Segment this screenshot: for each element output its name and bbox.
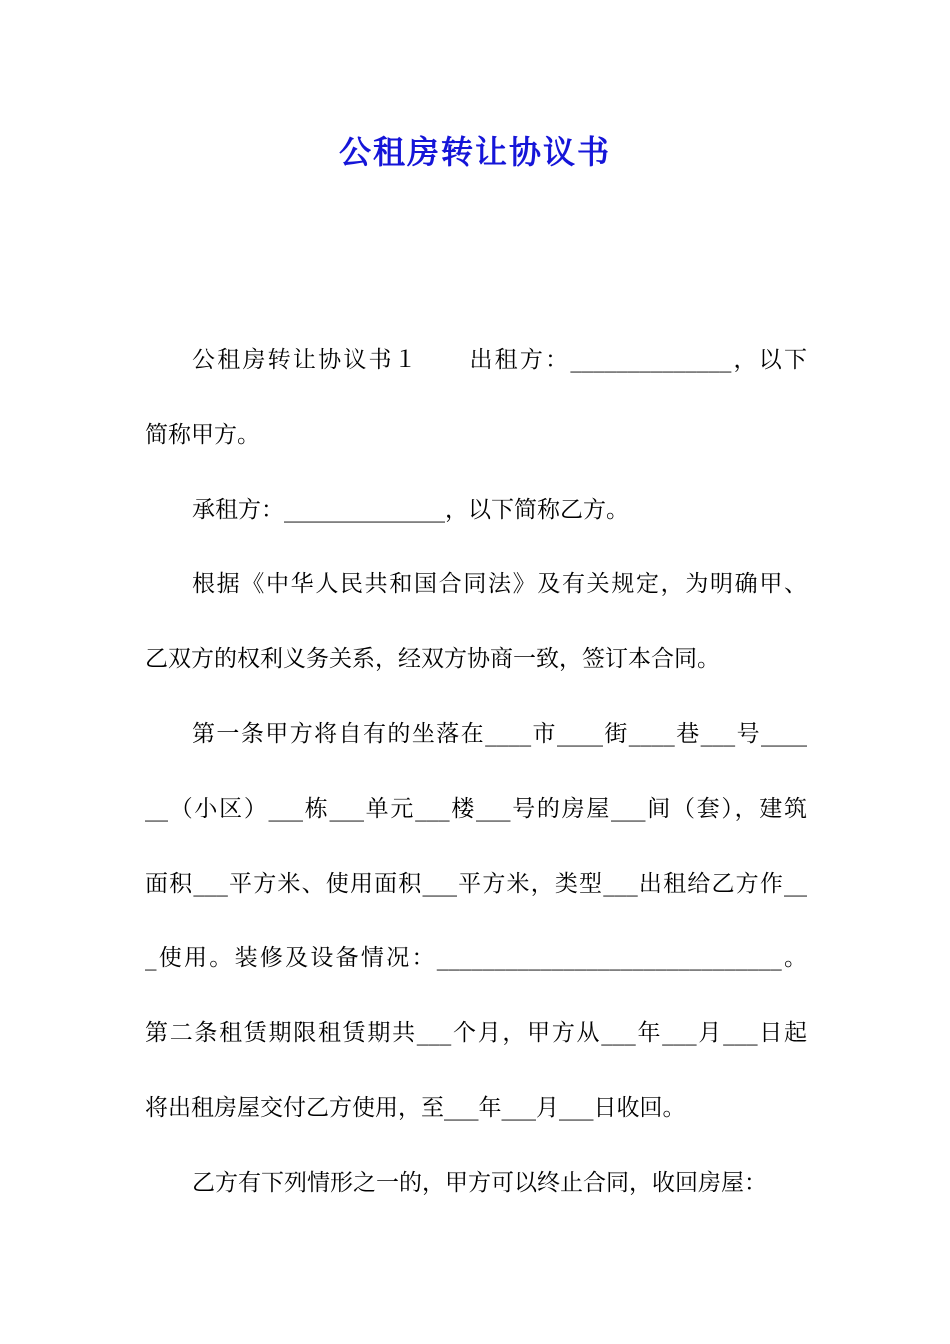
paragraph-line: _使用。装修及设备情况：______________________________。 (145, 945, 807, 972)
paragraph-line: 面积___平方米、使用面积___平方米，类型___出租给乙方作__ (145, 870, 807, 897)
document-body (145, 323, 807, 1221)
paragraph-line: 根据《中华人民共和国合同法》及有关规定，为明确甲、 (192, 571, 807, 598)
paragraph-line: 乙双方的权利义务关系，经双方协商一致，签订本合同。 (145, 646, 720, 673)
paragraph-line: 乙方有下列情形之一的，甲方可以终止合同，收回房屋： (192, 1169, 767, 1196)
paragraph-line: 将出租房屋交付乙方使用，至___年___月___日收回。 (145, 1094, 686, 1121)
paragraph-line: 承租方：______________，以下简称乙方。 (192, 496, 629, 523)
paragraph-line: 第二条租赁期限租赁期共___个月，甲方从___年___月___日起 (145, 1020, 807, 1047)
paragraph-line: 第一条甲方将自有的坐落在____市____街____巷___号____ (192, 720, 807, 747)
paragraph-line: 简称甲方。 (145, 421, 260, 448)
paragraph-line: 公租房转让协议书１ 出租方：______________，以下 (192, 347, 807, 373)
document-title: 公租房转让协议书 (338, 133, 611, 171)
paragraph-line: __（小区）___栋___单元___楼___号的房屋___间（套），建筑 (145, 795, 807, 822)
